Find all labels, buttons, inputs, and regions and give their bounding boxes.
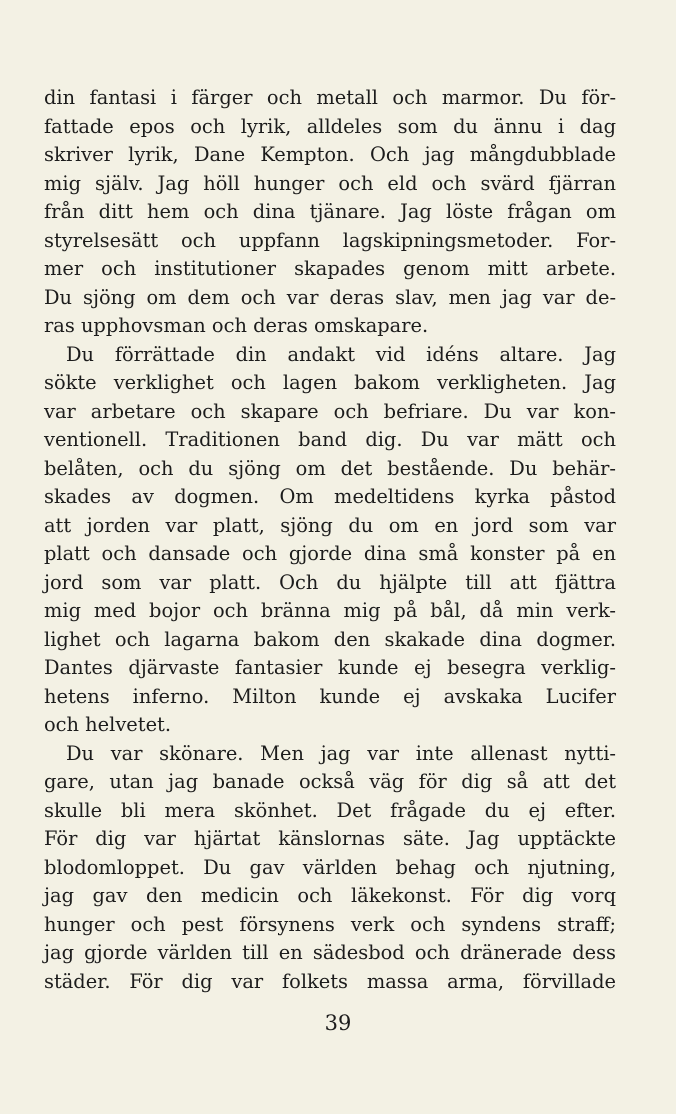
text-line: jag gjorde världen till en sädesbod och dränerade dess [44,941,616,964]
text-line: hetens inferno. Milton kunde ej avskaka Lucifer [44,684,616,708]
body-text [44,84,616,996]
text-line: Du var skönare. Men jag var inte allenast nytti- [66,741,616,765]
text-line: städer. För dig var folkets massa arma, förvillade [44,969,616,993]
text-line: sökte verklighet och lagen bakom verkligheten. Jag [44,371,616,394]
text-line: att jorden var platt, sjöng du om en jord som var [44,513,616,537]
text-line: din fantasi i färger och metall och marmor. Du för- [44,86,616,109]
text-line: från ditt hem och dina tjänare. Jag löste frågan om [44,200,616,223]
text-line: Du sjöng om dem och var deras slav, men jag var de- [44,285,616,309]
text-line: mig själv. Jag höll hunger och eld och svärd fjärran [44,171,616,195]
text-line: För dig var hjärtat känslornas säte. Jag upptäckte [44,827,616,850]
text-line: blodomloppet. Du gav världen behag och njutning, [44,855,616,879]
page-number: 39 [324,1011,352,1035]
text-line: fattade epos och lyrik, alldeles som du ännu i dag [44,114,616,138]
text-line: ventionell. Traditionen band dig. Du var mätt och [44,428,616,451]
text-line: jord som var platt. Och du hjälpte till att fjättra [44,570,616,594]
text-line: skades av dogmen. Om medeltidens kyrka påstod [44,485,616,508]
text-line: jag gav den medicin och läkekonst. För dig vorq [44,884,616,907]
text-line: lighet och lagarna bakom den skakade dina dogmer. [44,627,616,651]
text-line: var arbetare och skapare och befriare. Du var kon- [44,399,616,423]
text-line: Du förrättade din andakt vid idéns altare. Jag [66,342,616,366]
text-line: hunger och pest försynens verk och syndens straff; [44,912,616,936]
text-line: styrelsesätt och uppfann lagskipningsmetoder. For- [44,228,616,252]
text-line: gare, utan jag banade också väg för dig så att det [44,770,616,793]
text-line: och helvetet. [44,713,172,736]
text-line: mer och institutioner skapades genom mitt arbete. [44,257,616,280]
text-line: platt och dansade och gjorde dina små konster på en [44,542,616,565]
text-line: skulle bli mera skönhet. Det frågade du ej efter. [44,798,616,822]
text-line: ras upphovsman och deras omskapare. [44,314,429,337]
text-line: skriver lyrik, Dane Kempton. Och jag mångdubblade [44,143,616,166]
text-line: Dantes djärvaste fantasier kunde ej besegra verklig- [44,656,616,679]
text-line: mig med bojor och bränna mig på bål, då min verk- [44,599,616,622]
text-line: belåten, och du sjöng om det bestående. Du behär- [44,456,616,480]
